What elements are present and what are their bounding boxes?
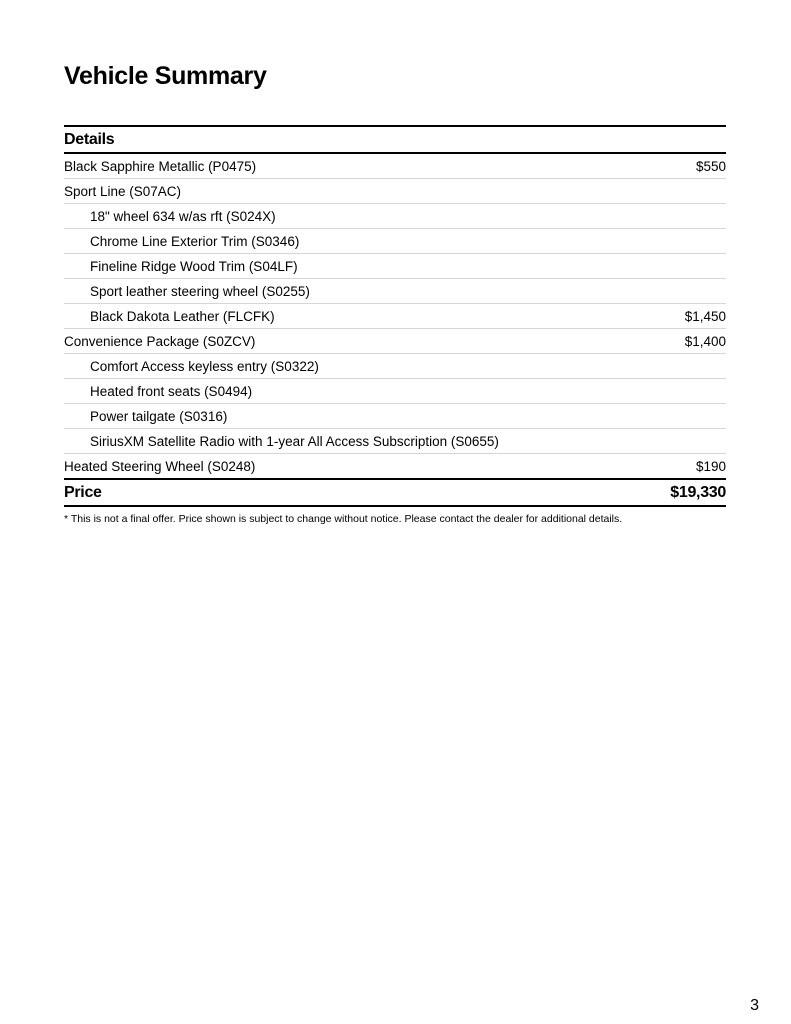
vehicle-summary-table [64,125,726,525]
line-item-row [64,329,726,354]
line-item-row [64,179,726,204]
sub-item-label: Power tailgate (S0316) [90,408,228,424]
disclaimer-note: * This is not a final offer. Price shown is subject to change without notice. Please contact the dealer for additional details. [64,513,623,525]
sub-item-label: Sport leather steering wheel (S0255) [90,283,310,299]
line-item-row [64,454,726,478]
sub-item-row [64,404,726,429]
sub-item-label: Comfort Access keyless entry (S0322) [90,358,319,374]
line-item-label: Convenience Package (S0ZCV) [64,333,256,349]
sub-item-row [64,379,726,404]
sub-item-label: Heated front seats (S0494) [90,383,253,399]
line-item-price: $550 [695,158,726,174]
sub-item-row [64,429,726,454]
line-item-row [64,154,726,179]
sub-item-row [64,279,726,304]
line-item-price: $1,400 [684,333,726,349]
line-item-label: Heated Steering Wheel (S0248) [64,458,256,474]
sub-item-label: SiriusXM Satellite Radio with 1-year All Access Subscription (S0655) [90,433,499,449]
price-label: Price [64,483,102,501]
price-total-row [64,478,726,507]
sub-item-row [64,229,726,254]
details-header [64,125,726,154]
page-number: 3 [750,997,759,1014]
sub-item-row [64,304,726,329]
sub-item-row [64,204,726,229]
line-item-label: Sport Line (S07AC) [64,183,182,199]
sub-item-label: Chrome Line Exterior Trim (S0346) [90,233,300,249]
sub-item-price: $1,450 [684,308,726,324]
sub-item-label: Black Dakota Leather (FLCFK) [90,308,275,324]
sub-item-row [64,254,726,279]
sub-item-row [64,354,726,379]
line-item-price: $190 [695,458,726,474]
page-title: Vehicle Summary [64,62,267,90]
sub-item-label: Fineline Ridge Wood Trim (S04LF) [90,258,298,274]
details-header-label: Details [64,130,115,148]
price-total: $19,330 [670,483,726,501]
sub-item-label: 18" wheel 634 w/as rft (S024X) [90,208,276,224]
line-item-label: Black Sapphire Metallic (P0475) [64,158,257,174]
